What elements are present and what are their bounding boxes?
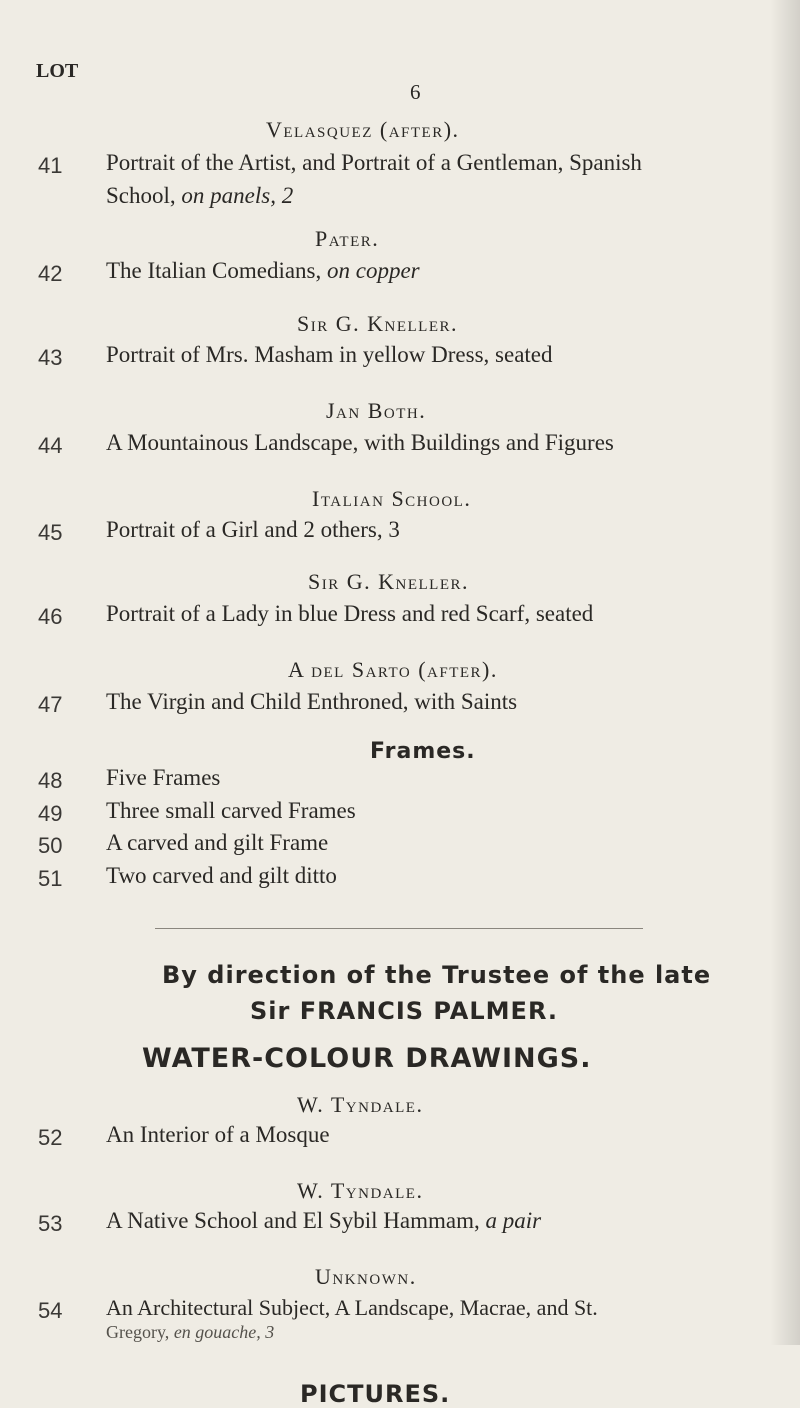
- artist-name: W. Tyndale.: [297, 1092, 424, 1117]
- pictures-heading: PICTURES.: [300, 1380, 451, 1408]
- page-edge-shadow: [770, 0, 800, 1345]
- artist-name: A del Sarto (after).: [288, 657, 498, 682]
- lot-title: Three small carved Frames: [106, 798, 356, 823]
- lot-title: Portrait of Mrs. Masham in yellow Dress, seated: [106, 342, 553, 367]
- artist-name: Unknown.: [315, 1264, 417, 1289]
- lot-number: 51: [38, 866, 63, 891]
- lot-title: Five Frames: [106, 765, 221, 790]
- lot-title-continued: School, on panels, 2: [106, 183, 294, 208]
- lot-number: 42: [38, 261, 63, 286]
- lot-title-continued: Gregory, en gouache, 3: [106, 1322, 275, 1342]
- lot-number: 47: [38, 692, 63, 717]
- lot-title: A Mountainous Landscape, with Buildings and Figures: [106, 430, 614, 455]
- lot-number: 41: [38, 153, 63, 178]
- artist-name: Sir G. Kneller.: [297, 311, 458, 336]
- artist-name: Jan Both.: [326, 398, 427, 423]
- artist-name: Sir G. Kneller.: [308, 569, 469, 594]
- lot-title: The Virgin and Child Enthroned, with Saints: [106, 689, 518, 714]
- lot-column-heading: LOT: [36, 60, 79, 82]
- lot-title: An Architectural Subject, A Landscape, Macrae, and St.: [106, 1295, 598, 1320]
- lot-title: A Native School and El Sybil Hammam, a pair: [106, 1208, 542, 1233]
- section-divider: [155, 928, 643, 929]
- page-number: 6: [410, 80, 421, 104]
- lot-number: 53: [38, 1211, 63, 1236]
- lot-title: Two carved and gilt ditto: [106, 863, 337, 888]
- water-colour-heading: WATER-COLOUR DRAWINGS.: [142, 1043, 592, 1074]
- lot-number: 43: [38, 345, 63, 370]
- lot-title: Portrait of a Girl and 2 others, 3: [106, 517, 400, 542]
- lot-title: Portrait of the Artist, and Portrait of a Gentleman, Spanish: [106, 150, 642, 175]
- lot-number: 45: [38, 520, 63, 545]
- artist-name: Pater.: [315, 226, 380, 251]
- lot-number: 44: [38, 433, 63, 458]
- artist-name: Velasquez (after).: [266, 117, 460, 142]
- lot-title: Portrait of a Lady in blue Dress and red Scarf, seated: [106, 601, 594, 626]
- artist-name: W. Tyndale.: [297, 1178, 424, 1203]
- direction-line: By direction of the Trustee of the late: [162, 961, 712, 989]
- lot-number: 48: [38, 768, 63, 793]
- lot-number: 50: [38, 833, 63, 858]
- lot-number: 54: [38, 1298, 63, 1323]
- trustee-name: Sir FRANCIS PALMER.: [250, 997, 558, 1025]
- frames-heading: Frames.: [370, 739, 476, 764]
- artist-name: Italian School.: [312, 486, 472, 511]
- lot-title: A carved and gilt Frame: [106, 830, 329, 855]
- lot-title: An Interior of a Mosque: [106, 1122, 330, 1147]
- lot-number: 49: [38, 801, 63, 826]
- lot-number: 52: [38, 1125, 63, 1150]
- lot-number: 46: [38, 604, 63, 629]
- lot-title: The Italian Comedians, on copper: [106, 258, 420, 283]
